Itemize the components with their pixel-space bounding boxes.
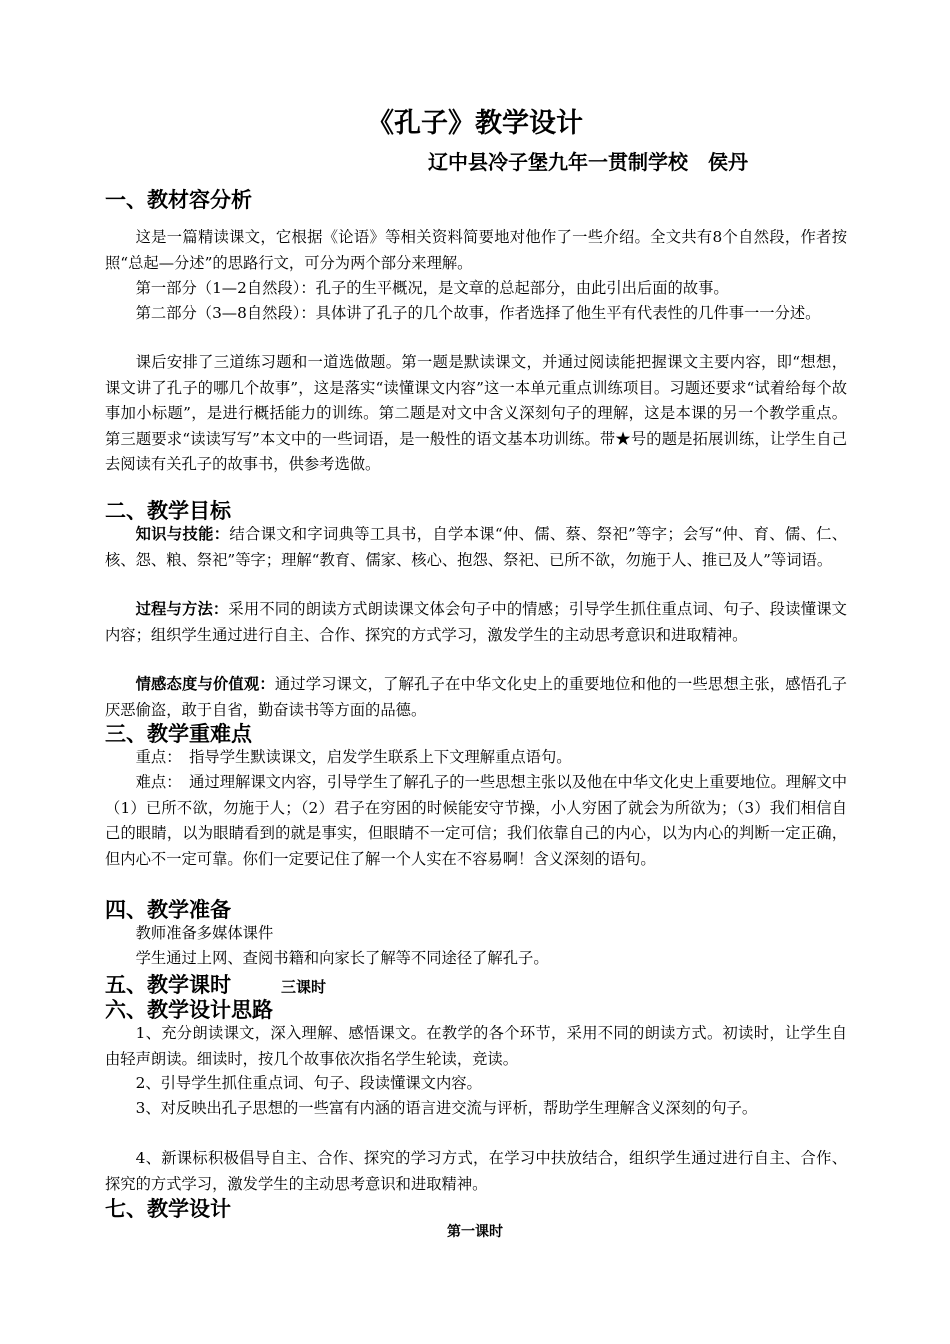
section-heading-3: 三、教学重难点	[105, 722, 252, 746]
objective-process	[105, 597, 847, 648]
paragraph: 3、对反映出孔子思想的一些富有内涵的语言进交流与评析，帮助学生理解含义深刻的句子。	[135, 1099, 758, 1117]
paragraph: 1、充分朗读课文，深入理解、感悟课文。在教学的各个环节，采用不同的朗读方式。初读时，让学生自由轻声朗读。细读时，按几个故事依次指名学生轮读，竞读。	[105, 1024, 847, 1068]
objective-text: 通过学习课文，了解孔子在中华文化史上的重要地位和他的一些思想主张，感悟孔子厌恶偷盗，敢于自省，勤奋读书等方面的品德。	[105, 675, 847, 719]
paragraph: 4、新课标积极倡导自主、合作、探究的学习方式，在学习中扶放结合，组织学生通过进行自主、合作、探究的方式学习，激发学生的主动思考意识和进取精神。	[105, 1149, 847, 1193]
objective-emotion	[105, 672, 847, 723]
objective-label: 情感态度与价值观：	[135, 675, 275, 693]
document-title: 《孔子》教学设计	[367, 108, 583, 139]
section-heading-2: 二、教学目标	[105, 499, 231, 523]
section-heading-7: 七、教学设计	[105, 1197, 231, 1221]
paragraph: 难点： 通过理解课文内容，引导学生了解孔子的一些思想主张以及他在中华文化史上重要地位。理解文中（1）已所不欲，勿施于人；（2）君子在穷困的时候能安守节操，小人穷困了就会为所欲为；（3）我们相信自己的眼睛，以为眼睛看到的就是事实，但眼睛不一定可信；我们依靠自己的内心，以为内心的判断一定正确，但内心不一定可靠。你们一定要记住了解一个人实在不容易啊！含义深刻的语句。	[105, 773, 847, 868]
section-heading-text: 五、教学课时	[105, 973, 231, 997]
paragraph: 课后安排了三道练习题和一道选做题。第一题是默读课文，并通过阅读能把握课文主要内容，即“想想，课文讲了孔子的哪几个故事”，这是落实“读懂课文内容”这一本单元重点训练项目。习题还要求“试着给每个故事加小标题”，是进行概括能力的训练。第二题是对文中含义深刻句子的理解，这是本课的另一个教学重点。第三题要求“读读写写”本文中的一些词语，是一般性的语文基本功训练。带★号的题是拓展训练，让学生自己去阅读有关孔子的故事书，供参考选做。	[105, 353, 847, 473]
objective-knowledge	[105, 522, 847, 573]
objective-label: 过程与方法：	[135, 600, 229, 618]
section-heading-1: 一、教材容分析	[105, 188, 252, 212]
class-hours-value: 三课时	[281, 978, 327, 996]
section-heading-4: 四、教学准备	[105, 898, 231, 922]
paragraph: 2、引导学生抓住重点词、句子、段读懂课文内容。	[135, 1074, 482, 1092]
paragraph: 这是一篇精读课文，它根据《论语》等相关资料简要地对他作了一些介绍。全文共有8个自然段，作者按照“总起—分述”的思路行文，可分为两个部分来理解。	[105, 228, 847, 272]
paragraph: 重点： 指导学生默读课文，启发学生联系上下文理解重点语句。	[135, 748, 572, 766]
section-heading-6: 六、教学设计思路	[105, 998, 273, 1022]
paragraph: 第二部分（3—8自然段）：具体讲了孔子的几个故事，作者选择了他生平有代表性的几件事一一分述。	[135, 304, 821, 322]
objective-text: 采用不同的朗读方式朗读课文体会句子中的情感；引导学生抓住重点词、句子、段读懂课文内容；组织学生通过进行自主、合作、探究的方式学习，激发学生的主动思考意识和进取精神。	[105, 600, 847, 644]
paragraph: 第一部分（1—2自然段）：孔子的生平概况，是文章的总起部分，由此引出后面的故事。	[135, 279, 729, 297]
author-line: 辽中县冷子堡九年一贯制学校 侯丹	[428, 150, 748, 174]
lesson-subtitle: 第一课时	[447, 1224, 503, 1240]
objective-text: 结合课文和字词典等工具书，自学本课“仲、儒、蔡、祭祀”等字；会写“仲、育、儒、仁、核、怨、粮、祭祀”等字；理解“教育、儒家、核心、抱怨、祭祀、已所不欲，勿施于人、推已及人”等词语。	[105, 525, 847, 569]
objective-label: 知识与技能：	[135, 525, 230, 543]
paragraph: 教师准备多媒体课件	[135, 924, 274, 942]
paragraph: 学生通过上网、查阅书籍和向家长了解等不同途径了解孔子。	[135, 949, 549, 967]
